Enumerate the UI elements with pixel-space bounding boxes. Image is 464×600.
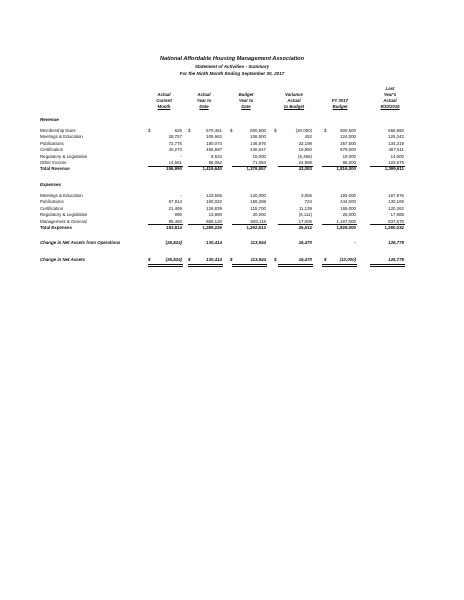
- column-header-line: Month: [157, 104, 171, 109]
- column-header-line: Budget: [332, 104, 348, 109]
- row-value: 125,342: [388, 134, 404, 140]
- row-value: 724: [304, 199, 312, 205]
- row-value: 357,500: [340, 140, 356, 146]
- dollar-sign: $: [148, 128, 151, 133]
- column-header-line: Budget: [238, 92, 254, 97]
- row-label: Publications: [40, 199, 64, 205]
- table-row: [0, 147, 464, 153]
- row-value: 28,757: [168, 134, 182, 140]
- total-revenue-row: [0, 166, 464, 172]
- dollar-sign: $: [148, 257, 151, 262]
- row-value: 452: [304, 134, 312, 140]
- dollar-sign: $: [324, 257, 327, 262]
- row-label: Change in Net Assets from Operations: [40, 240, 121, 245]
- row-value: 11,139: [298, 205, 312, 211]
- row-value: 19,950: [298, 147, 312, 153]
- dollar-sign: $: [230, 128, 233, 133]
- row-value: 837,670: [388, 218, 404, 224]
- row-value: (30,050): [295, 128, 312, 133]
- row-value: -: [180, 193, 182, 198]
- column-header: [224, 92, 268, 110]
- row-value: 96,062: [208, 160, 222, 165]
- row-value: 848,115: [250, 218, 266, 224]
- table-row: [0, 193, 464, 199]
- org-title: National Affordable Housing Management Association: [159, 56, 304, 62]
- row-value: 1,419,640: [202, 166, 222, 172]
- dollar-sign: $: [230, 257, 233, 262]
- row-value: 43,083: [298, 166, 312, 172]
- row-label: Certification: [40, 147, 64, 153]
- column-header-line: to Budget: [283, 104, 305, 109]
- row-value: 14,561: [168, 160, 182, 165]
- row-value: 183,814: [166, 225, 182, 230]
- row-value: 17,005: [298, 218, 312, 224]
- table-row: [0, 212, 464, 218]
- table-row: [0, 206, 464, 212]
- row-value: 146,876: [250, 140, 266, 146]
- double-underline: [370, 264, 405, 268]
- row-value: 134,319: [388, 140, 404, 146]
- row-value: 103,679: [388, 160, 404, 165]
- row-label: Regulatory & Legislative: [40, 212, 88, 218]
- row-value: (10,000): [339, 257, 356, 262]
- row-value: 16,470: [298, 257, 312, 262]
- row-value: 456,597: [206, 147, 222, 153]
- double-underline: [322, 264, 357, 268]
- row-value: 113,944: [250, 240, 266, 245]
- column-header: [368, 86, 412, 110]
- row-value: 436,647: [250, 147, 266, 153]
- column-header: [142, 92, 186, 110]
- row-label: Regulatory & Legislative: [40, 153, 88, 159]
- row-value: 160,022: [206, 199, 222, 205]
- row-value: 1,280,032: [384, 225, 404, 230]
- row-value: 95,492: [168, 218, 182, 224]
- table-row: [0, 134, 464, 140]
- row-value: 14,000: [390, 153, 404, 159]
- column-header: [182, 92, 226, 110]
- row-value: 1,262,613: [246, 225, 266, 230]
- row-value: 1,828,000: [336, 225, 356, 230]
- column-header-line: Actual: [197, 92, 211, 97]
- row-value: 15,000: [252, 153, 266, 159]
- row-value: 126,839: [206, 205, 222, 211]
- row-value: 990: [174, 212, 182, 218]
- row-label: Other Income: [40, 160, 67, 165]
- row-value: 17,988: [390, 212, 404, 218]
- double-underline: [148, 264, 183, 268]
- row-value: 124,000: [340, 134, 356, 140]
- column-header-line: Actual: [383, 98, 397, 103]
- row-value: 167,976: [388, 193, 404, 198]
- column-header: [318, 92, 362, 110]
- row-value: 120,262: [388, 205, 404, 211]
- row-label: Total Expenses: [40, 225, 72, 230]
- row-value: 169,000: [340, 205, 356, 211]
- table-row: [0, 199, 464, 205]
- row-value: 106,500: [250, 134, 266, 140]
- row-value: 13,890: [208, 212, 222, 218]
- row-label: Total Revenue: [40, 166, 70, 172]
- row-value: 71,084: [252, 160, 266, 165]
- row-value: (5,466): [298, 153, 312, 159]
- row-value: (26,824): [165, 240, 182, 245]
- row-value: 565,660: [388, 128, 404, 133]
- row-value: 19,000: [342, 153, 356, 159]
- table-row: [0, 128, 464, 134]
- table-row: [0, 154, 464, 160]
- row-label: Certification: [40, 205, 64, 211]
- row-value: -: [354, 240, 356, 245]
- row-value: 600,500: [250, 128, 266, 133]
- column-header-line: Current: [156, 98, 172, 103]
- row-label: Meetings & Education: [40, 134, 83, 140]
- row-value: 159,298: [250, 199, 266, 205]
- row-label: Publications: [40, 140, 64, 146]
- row-value: 865,120: [206, 218, 222, 224]
- row-value: 1,197,000: [336, 218, 356, 224]
- row-value: 115,700: [250, 205, 266, 211]
- statement-period: For the Ninth Month Ending September 30, 2017: [179, 71, 285, 76]
- row-value: 1,289,226: [202, 225, 222, 230]
- row-value: 130,169: [388, 199, 404, 205]
- section-revenue: Revenue: [40, 117, 59, 122]
- column-header-line: Year's: [383, 92, 397, 97]
- row-value: 21,469: [168, 205, 182, 211]
- row-value: 1,816,000: [336, 166, 356, 172]
- row-value: 600,500: [340, 128, 356, 133]
- row-label: Membership Dues: [40, 128, 76, 133]
- column-header: [272, 92, 316, 110]
- row-value: 33,198: [298, 140, 312, 146]
- row-value: 40,273: [168, 147, 182, 153]
- row-value: 193,000: [340, 193, 356, 198]
- row-value: 570,451: [206, 128, 222, 133]
- row-value: 679,000: [340, 147, 356, 153]
- statement-title: Statement of Activities - Summary: [194, 64, 270, 69]
- total-expenses-row: [0, 225, 464, 231]
- dollar-sign: $: [324, 128, 327, 133]
- row-value: -: [180, 153, 182, 159]
- column-header-line: FY 2017: [331, 98, 349, 103]
- row-value: 244,000: [340, 199, 356, 205]
- row-value: 20,000: [252, 212, 266, 218]
- row-value: (26,824): [165, 257, 182, 262]
- row-value: 86,000: [342, 160, 356, 165]
- row-value: (6,111): [298, 212, 312, 218]
- column-header-line: Actual: [157, 92, 171, 97]
- row-value: 130,414: [206, 240, 222, 245]
- row-value: 26,612: [298, 225, 312, 230]
- row-value: 3,555: [301, 193, 312, 198]
- column-header-line: Year to: [196, 98, 212, 103]
- row-value: 130,414: [206, 257, 222, 262]
- column-header-line: Actual: [287, 98, 301, 103]
- change-from-operations-row: [0, 240, 464, 246]
- dollar-sign: $: [188, 257, 191, 262]
- row-value: 16,470: [298, 240, 312, 245]
- row-value: 113,944: [250, 257, 266, 262]
- row-value: 9,534: [211, 153, 222, 159]
- column-header-line: Variance: [285, 92, 303, 97]
- double-underline: [232, 264, 267, 268]
- row-value: 25,000: [342, 212, 356, 218]
- row-value: 123,555: [206, 193, 222, 198]
- dollar-sign: $: [188, 128, 191, 133]
- column-header-line: 9/30/2016: [380, 104, 400, 109]
- row-value: 72,775: [168, 140, 182, 146]
- column-header-line: Date: [199, 104, 209, 109]
- row-value: 1,376,557: [246, 166, 266, 172]
- row-value: 106,962: [206, 134, 222, 140]
- row-value: 180,074: [206, 140, 222, 146]
- row-value: 24,998: [298, 160, 312, 165]
- row-value: 467,611: [388, 147, 404, 153]
- row-value: 126,779: [388, 240, 404, 245]
- row-label: Management & General: [40, 218, 87, 224]
- dollar-sign: $: [274, 128, 277, 133]
- row-label: Meetings & Education: [40, 193, 83, 198]
- column-header-line: Year to: [238, 98, 254, 103]
- row-value: 156,990: [166, 166, 182, 172]
- change-net-assets-row: [0, 257, 464, 263]
- row-label: Change in Net Assets: [40, 257, 85, 262]
- double-underline: [278, 264, 313, 268]
- dollar-sign: $: [274, 257, 277, 262]
- column-header-line: Date: [241, 104, 251, 109]
- row-value: 126,779: [388, 257, 404, 262]
- row-value: 120,000: [250, 193, 266, 198]
- double-underline: [188, 264, 223, 268]
- table-row: [0, 141, 464, 147]
- row-value: 1,399,611: [384, 166, 404, 172]
- row-value: 67,914: [168, 199, 182, 205]
- section-expenses: Expenses: [40, 182, 62, 187]
- column-header-line: Last: [385, 86, 395, 91]
- row-value: 625: [174, 128, 182, 133]
